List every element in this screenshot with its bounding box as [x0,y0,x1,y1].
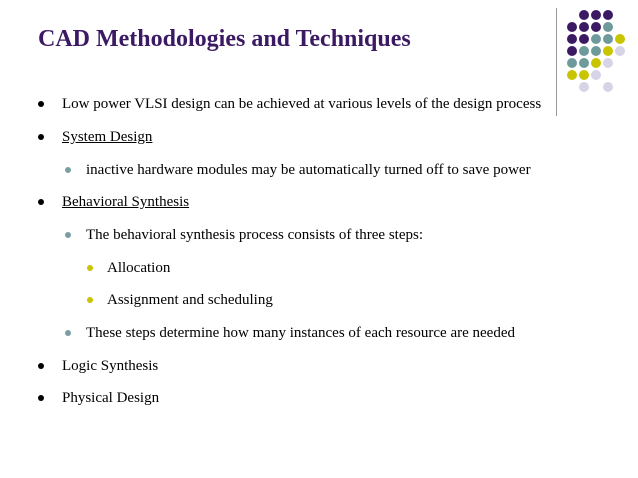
bullet-marker [65,232,71,238]
slide-title: CAD Methodologies and Techniques [38,26,411,52]
decor-dot [567,70,577,80]
bullet-marker [38,101,44,107]
decor-dot [579,10,589,20]
decor-dot [603,22,613,32]
decor-dot [567,22,577,32]
bullet-text: Logic Synthesis [62,358,159,374]
decor-dot [615,34,625,44]
decor-dot [567,34,577,44]
decor-dot [579,34,589,44]
bullet-text: Behavioral Synthesis [62,194,190,210]
decor-dot [567,46,577,56]
bullet-marker [38,199,44,205]
bullet-item [62,128,152,146]
bullet-item [62,357,158,375]
bullet-text: These steps determine how many instances of each resource are needed [86,325,515,341]
decor-dot [591,34,601,44]
decor-dot [579,46,589,56]
decor-dot [579,82,589,92]
bullet-item [86,226,423,244]
decor-dot [591,46,601,56]
bullet-text: Low power VLSI design can be achieved at various levels of the design process [62,96,542,112]
decor-dot [591,22,601,32]
bullet-text: System Design [62,129,153,145]
bullet-marker [38,395,44,401]
bullet-item [62,95,541,113]
bullet-marker [65,167,71,173]
bullet-text: Physical Design [62,390,160,406]
decor-dot [579,70,589,80]
decor-dot [603,82,613,92]
bullet-marker [38,363,44,369]
bullet-item [62,193,189,211]
bullet-item [62,389,159,407]
bullet-marker [38,134,44,140]
decor-dot [591,10,601,20]
bullet-text: Assignment and scheduling [107,292,273,308]
bullet-text: inactive hardware modules may be automatically turned off to save power [86,162,531,178]
decor-dot [615,46,625,56]
decor-divider-line [556,8,557,116]
decor-dot [603,46,613,56]
bullet-item [107,259,170,277]
bullet-marker [87,297,93,303]
decor-dot [567,58,577,68]
decor-dot [591,58,601,68]
bullet-text: The behavioral synthesis process consists of three steps: [86,227,424,243]
decor-dot [591,70,601,80]
bullet-item [86,161,531,179]
decor-dot [579,22,589,32]
bullet-marker [87,265,93,271]
bullet-text: Allocation [107,260,171,276]
bullet-marker [65,330,71,336]
decor-dot [603,34,613,44]
decor-dot [603,10,613,20]
bullet-item [86,324,515,342]
decor-dot [603,58,613,68]
decor-dot [579,58,589,68]
bullet-item [107,291,273,309]
